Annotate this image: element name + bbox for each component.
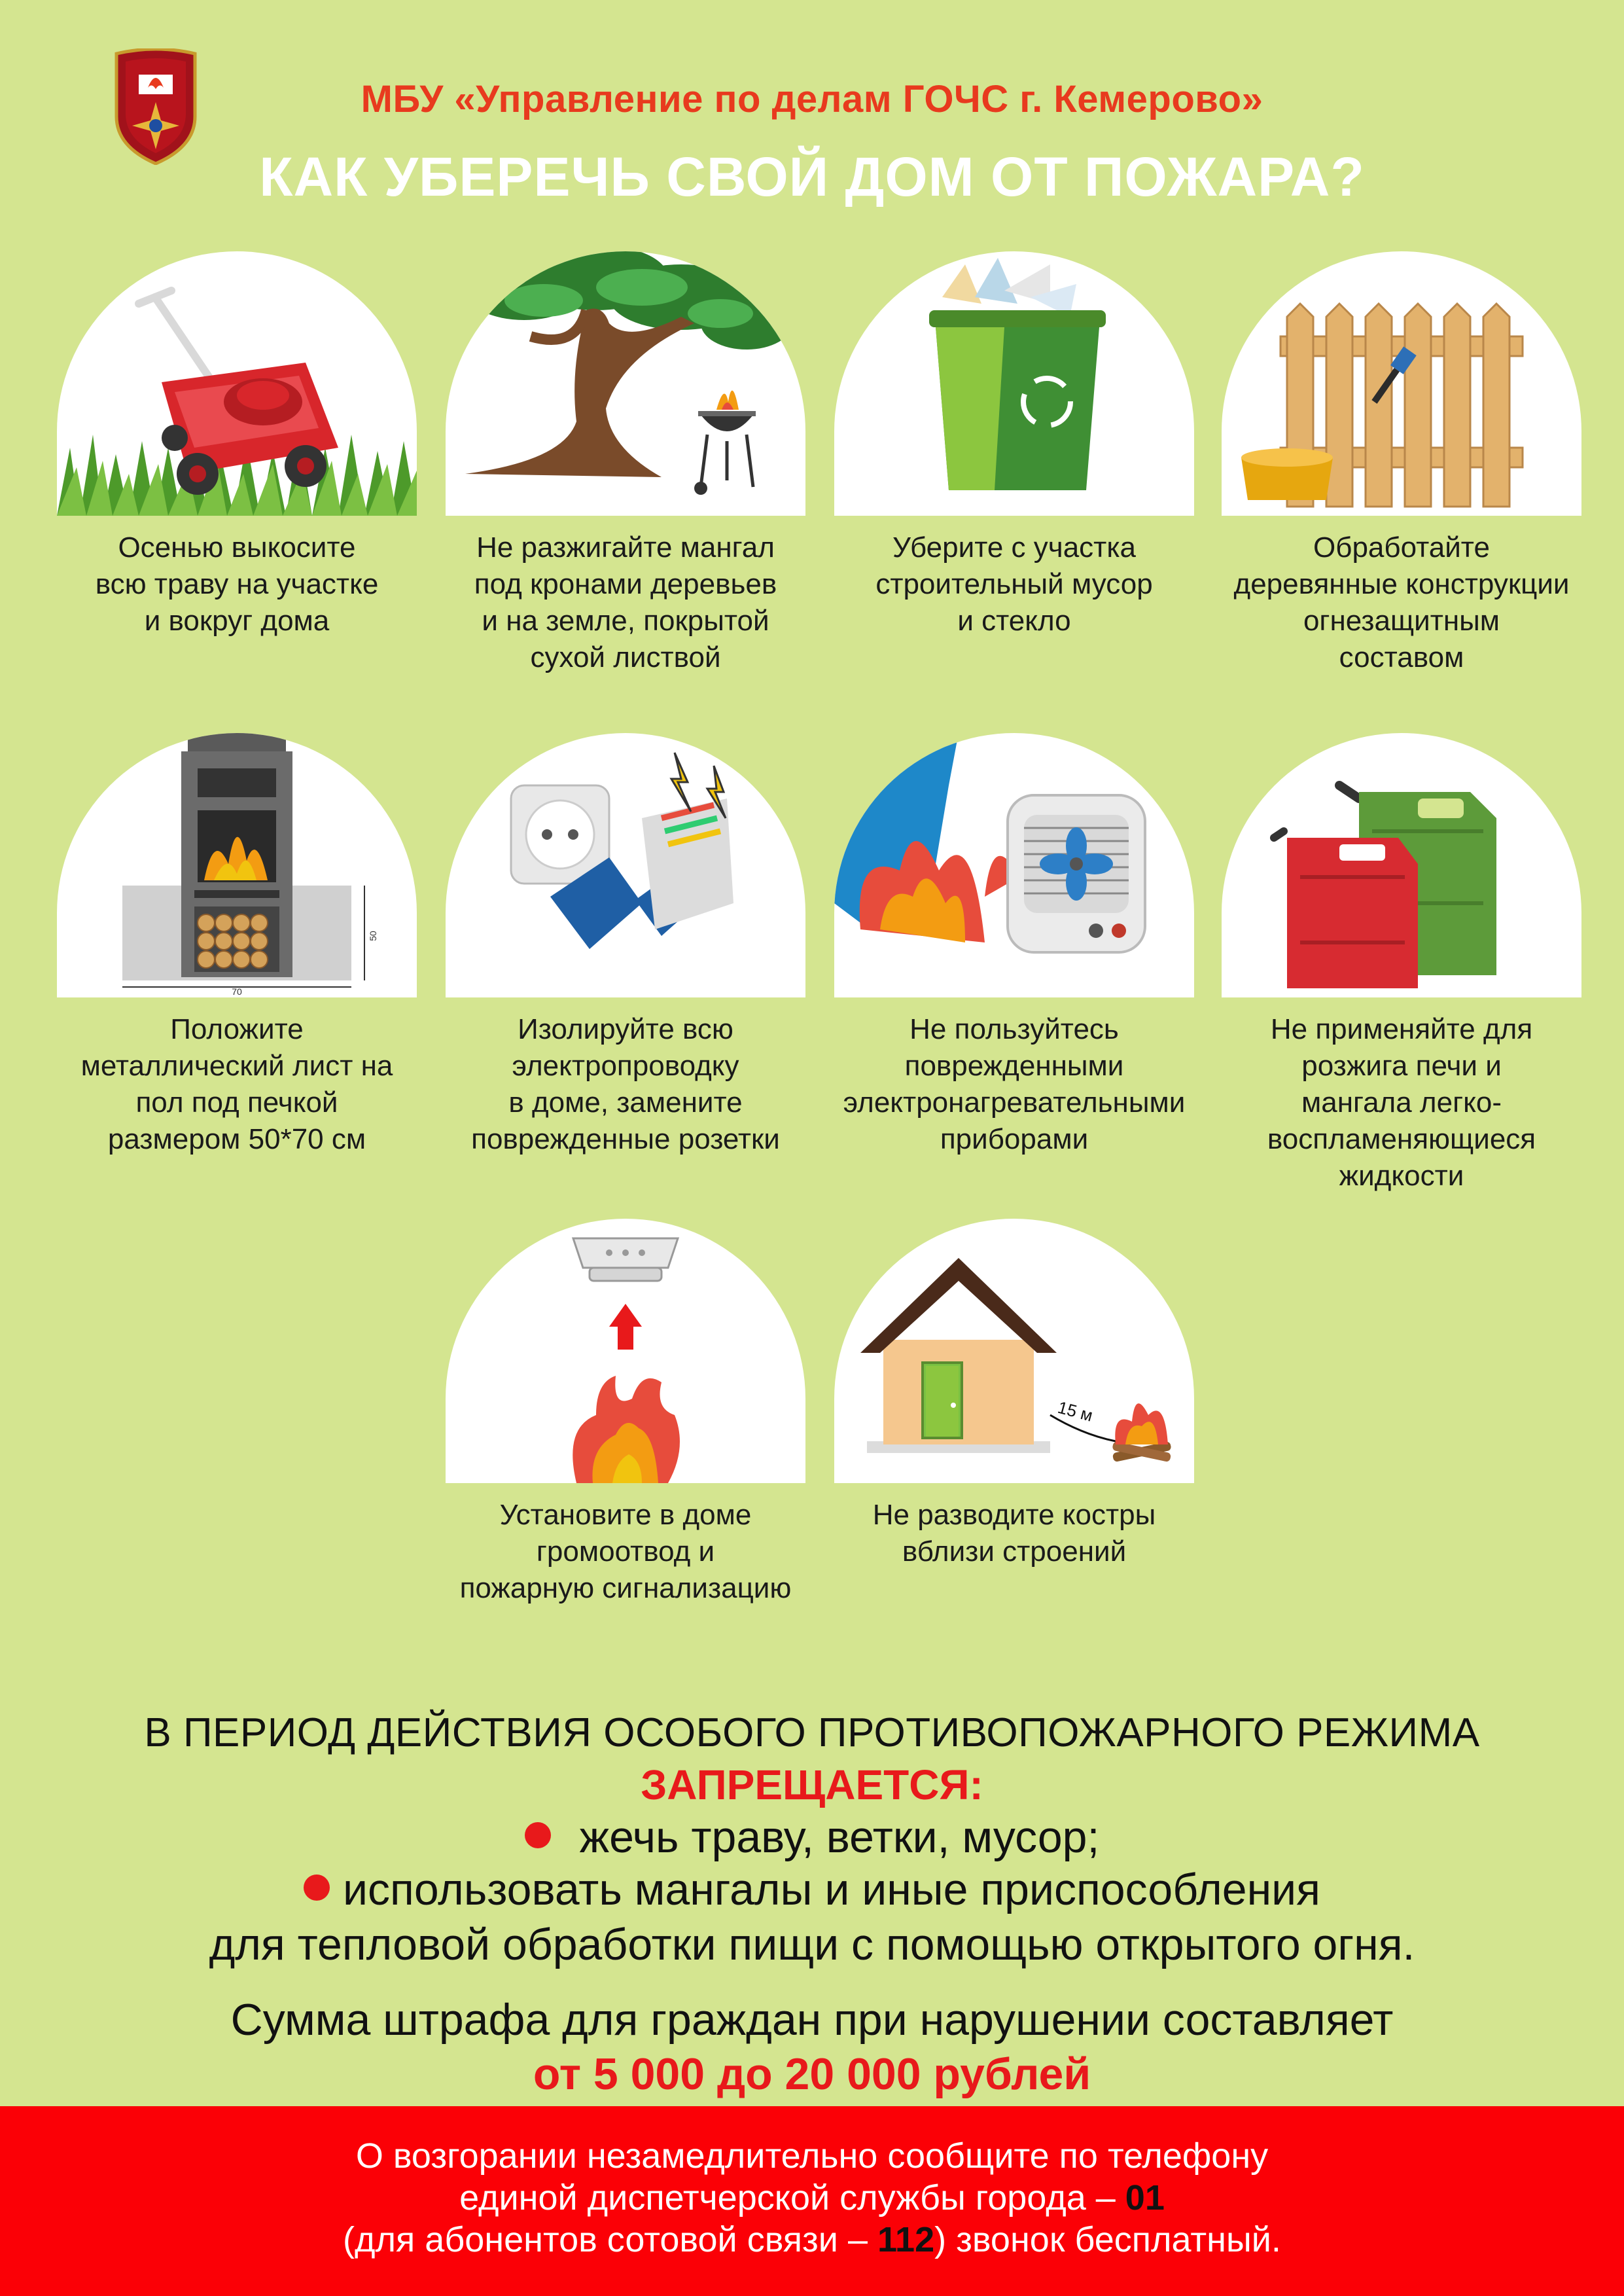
jerrycans-icon xyxy=(1222,733,1581,997)
city-emergency-number: 01 xyxy=(1125,2178,1165,2217)
organization-name: МБУ «Управление по делам ГОЧС г. Кемерово» xyxy=(361,78,1263,120)
fence-paint-icon xyxy=(1222,251,1581,516)
bullet-icon xyxy=(525,1822,551,1848)
tip-caption: Изолируйте всю электропроводку в доме, замените поврежденные розетки xyxy=(471,1013,780,1155)
stove-width-label: 70 xyxy=(232,986,242,997)
tip-caption: Положите металлический лист на пол под печкой размером 50*70 см xyxy=(80,1013,393,1155)
smoke-detector-icon xyxy=(446,1219,805,1483)
tip-caption: Установите в доме громоотвод и пожарную сигнализацию xyxy=(459,1499,792,1604)
socket-plug-icon xyxy=(446,733,805,997)
mobile-emergency-number: 112 xyxy=(877,2220,935,2259)
stove-height-label: 50 xyxy=(368,931,378,941)
page-title: КАК УБЕРЕЧЬ СВОЙ ДОМ ОТ ПОЖАРА? xyxy=(259,146,1365,207)
footer-line xyxy=(0,2219,1624,2261)
fine-amount: от 5 000 до 20 000 рублей xyxy=(533,2049,1091,2099)
distance-label: 15 м xyxy=(1055,1397,1095,1426)
notice-heading: В ПЕРИОД ДЕЙСТВИЯ ОСОБОГО ПРОТИВОПОЖАРНОГО РЕЖИМА xyxy=(144,1710,1480,1755)
tip-caption: Не разжигайте мангал под кронами деревьев и на земле, покрытой сухой листвой xyxy=(474,531,777,673)
footer-text: (для абонентов сотовой связи – xyxy=(343,2220,877,2259)
trash-bin-icon xyxy=(834,251,1194,516)
prohibited-item xyxy=(0,1812,1624,1863)
prohibited-item xyxy=(0,1864,1624,1915)
tip-caption: Не применяйте для розжига печи и мангала легко- воспламеняющиеся жидкости xyxy=(1267,1013,1536,1192)
prohibited-item-text: жечь траву, ветки, мусор; xyxy=(579,1812,1100,1862)
footer-line: О возгорании незамедлительно сообщите по телефону xyxy=(355,2136,1269,2176)
prohibited-item-text: использовать мангалы и иные приспособления xyxy=(343,1865,1320,1914)
prohibited-item-continuation: для тепловой обработки пищи с помощью открытого огня. xyxy=(209,1920,1415,1969)
heater-fire-icon xyxy=(834,733,1194,997)
prohibited-label: ЗАПРЕЩАЕТСЯ: xyxy=(641,1761,983,1808)
footer-text: ) звонок бесплатный. xyxy=(934,2220,1281,2259)
fine-text: Сумма штрафа для граждан при нарушении составляет xyxy=(230,1995,1394,2045)
tip-caption: Не пользуйтесь поврежденными электронагревательными приборами xyxy=(843,1013,1186,1155)
footer-text: единой диспетчерской службы города – xyxy=(459,2178,1125,2217)
footer-line xyxy=(0,2177,1624,2219)
tree-grill-icon xyxy=(446,251,805,516)
tip-caption: Осенью выкосите всю траву на участке и вокруг дома xyxy=(95,531,379,637)
lawn-mower-icon xyxy=(57,251,417,516)
tip-caption: Обработайте деревянные конструкции огнезащитным составом xyxy=(1233,531,1570,673)
emergency-footer xyxy=(0,2106,1624,2296)
stove-icon xyxy=(57,733,417,997)
tip-caption: Уберите с участка строительный мусор и стекло xyxy=(875,531,1153,637)
house-bonfire-icon xyxy=(834,1219,1194,1483)
tip-caption: Не разводите костры вблизи строений xyxy=(872,1499,1156,1568)
bullet-icon xyxy=(304,1874,330,1901)
